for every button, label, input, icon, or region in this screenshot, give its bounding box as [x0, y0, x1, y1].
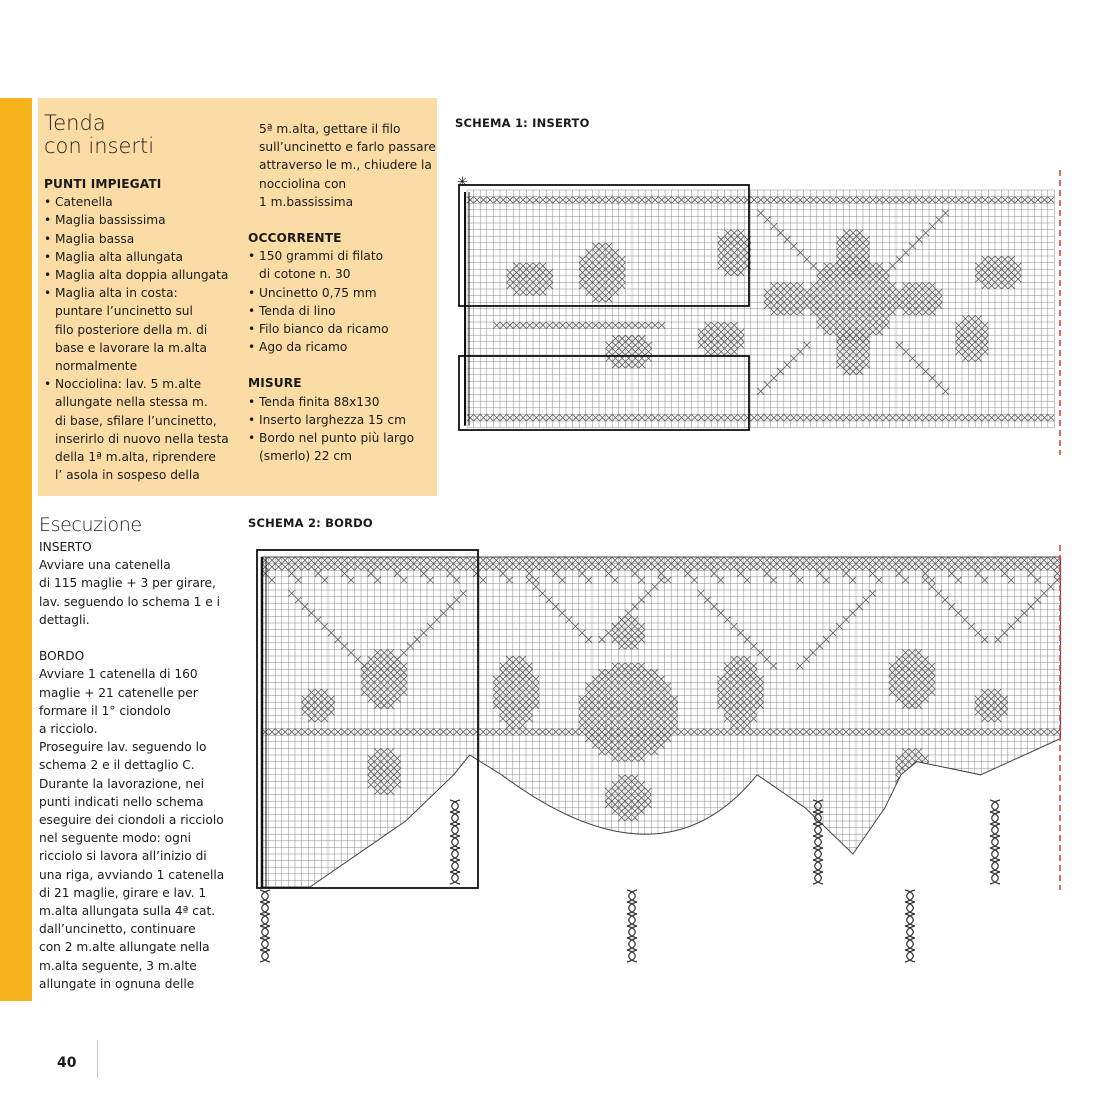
esecuzione-line: schema 2 e il dettaglio C. [39, 758, 195, 773]
pendant-2 [450, 800, 460, 884]
esecuzione-line: di 115 maglie + 3 per girare, [39, 576, 216, 591]
page-number: 40 [57, 1055, 77, 1071]
list-item-line: inserirlo di nuovo nella testa [55, 431, 229, 446]
list-item-line: • Maglia bassissima [55, 213, 166, 228]
continuation-line: 1 m.bassissima [259, 194, 354, 209]
esecuzione-text [39, 538, 239, 993]
list-item [248, 284, 438, 302]
list-item [248, 411, 438, 429]
list-item-line: • Filo bianco da ricamo [259, 322, 389, 337]
esecuzione-line: con 2 m.alte allungate nella [39, 940, 210, 955]
esecuzione-line: punti indicati nello schema [39, 794, 204, 809]
schema1-label: SCHEMA 1: INSERTO [455, 116, 590, 130]
punti-continuation [248, 120, 438, 211]
list-item-line: • Maglia alta allungata [55, 249, 183, 264]
esecuzione-line: Proseguire lav. seguendo lo [39, 740, 207, 755]
misure-heading: MISURE [248, 376, 302, 391]
esecuzione-line: a ricciolo. [39, 722, 98, 737]
esecuzione-line: m.alta seguente, 3 m.alte [39, 958, 197, 973]
esecuzione-line: formare il 1° ciondolo [39, 703, 171, 718]
list-item-line: • Nocciolina: lav. 5 m.alte [55, 377, 202, 392]
list-item-line: (smerlo) 22 cm [259, 449, 352, 464]
continuation-line: sull’uncinetto e farlo passare [259, 140, 436, 155]
punti-list [44, 193, 244, 484]
list-item [44, 375, 244, 484]
list-item [248, 393, 438, 411]
pendant-5 [905, 890, 915, 962]
esecuzione-line: INSERTO [39, 540, 92, 554]
misure-list [248, 393, 438, 466]
schema1-chart [455, 170, 1065, 460]
title-line-1: Tenda [44, 111, 106, 135]
list-item-line: • Maglia alta in costa: [55, 286, 178, 301]
list-item-line: • 150 grammi di filato [259, 249, 384, 264]
list-item-line: • Uncinetto 0,75 mm [259, 285, 377, 300]
list-item-line: base e lavorare la m.alta [55, 340, 207, 355]
esecuzione-line: eseguire dei ciondoli a ricciolo [39, 813, 224, 828]
esecuzione-line: dall’uncinetto, continuare [39, 922, 196, 937]
esecuzione-line: nel seguente modo: ogni [39, 831, 191, 846]
list-item-line: l’ asola in sospeso della [55, 468, 200, 483]
continuation-line: nocciolina con [259, 176, 347, 191]
list-item-line: normalmente [55, 359, 138, 374]
pendant-6 [990, 800, 1000, 884]
esecuzione-line: dettagli. [39, 612, 90, 627]
edge-accent-bar [0, 98, 32, 1001]
list-item-line: di base, sfilare l’uncinetto, [55, 413, 217, 428]
page-number-rule [97, 1040, 98, 1078]
list-item-line: • Catenella [55, 195, 113, 210]
esecuzione-line: lav. seguendo lo schema 1 e i [39, 594, 221, 609]
list-item [248, 429, 438, 465]
occorrente-list [248, 247, 438, 356]
esecuzione-line: ricciolo si lavora all’inizio di [39, 849, 207, 864]
pendant-3 [627, 890, 637, 962]
list-item [44, 284, 244, 375]
list-item-line: filo posteriore della m. di [55, 322, 208, 337]
esecuzione-line: Avviare 1 catenella di 160 [39, 667, 198, 682]
list-item-line: di cotone n. 30 [259, 267, 351, 282]
esecuzione-line: BORDO [39, 649, 85, 664]
list-item [44, 230, 244, 248]
list-item [44, 193, 244, 211]
esecuzione-line [39, 629, 239, 647]
list-item-line: puntare l’uncinetto sul [55, 304, 193, 319]
info-column-left [44, 175, 244, 484]
list-item-line: • Inserto larghezza 15 cm [259, 412, 406, 427]
punti-heading: PUNTI IMPIEGATI [44, 177, 162, 191]
occorrente-heading: OCCORRENTE [248, 231, 342, 246]
continuation-line: attraverso le m., chiudere la [259, 158, 432, 173]
list-item-line: allungate nella stessa m. [55, 395, 208, 410]
list-item-line: • Bordo nel punto più largo [259, 431, 415, 446]
list-item [44, 211, 244, 229]
esecuzione-line: Avviare una catenella [39, 558, 171, 573]
list-item-line: • Maglia alta doppia allungata [55, 268, 229, 283]
esecuzione-line: di 21 maglie, girare e lav. 1 [39, 885, 207, 900]
schema2-label: SCHEMA 2: BORDO [248, 516, 373, 530]
list-item [44, 266, 244, 284]
list-item [44, 248, 244, 266]
esecuzione-line: una riga, avviando 1 catenella [39, 867, 225, 882]
continuation-line: 5ª m.alta, gettare il filo [259, 122, 401, 136]
start-star: ✳ [457, 175, 468, 190]
chart-grid [467, 190, 1054, 428]
list-item-line: • Tenda di lino [259, 303, 336, 318]
schema2-chart [250, 545, 1065, 965]
list-item-line: • Tenda finita 88x130 [259, 394, 380, 409]
esecuzione-line: m.alta allungata sulla 4ª cat. [39, 904, 216, 919]
list-item [248, 302, 438, 320]
pendant-1 [260, 890, 270, 962]
list-item-line: • Maglia bassa [55, 231, 135, 246]
esecuzione-line: Durante la lavorazione, nei [39, 776, 205, 791]
list-item [248, 247, 438, 283]
list-item-line: della 1ª m.alta, riprendere [55, 450, 216, 465]
list-item [248, 320, 438, 338]
list-item [248, 338, 438, 356]
page-title [44, 112, 154, 158]
list-item-line: • Ago da ricamo [259, 340, 348, 355]
title-line-2: con inserti [44, 134, 155, 158]
esecuzione-title: Esecuzione [39, 514, 142, 536]
esecuzione-line: allungate in ognuna delle [39, 976, 195, 991]
esecuzione-line: maglie + 21 catenelle per [39, 685, 198, 700]
pendant-4 [813, 800, 823, 884]
info-column-right [248, 120, 438, 465]
